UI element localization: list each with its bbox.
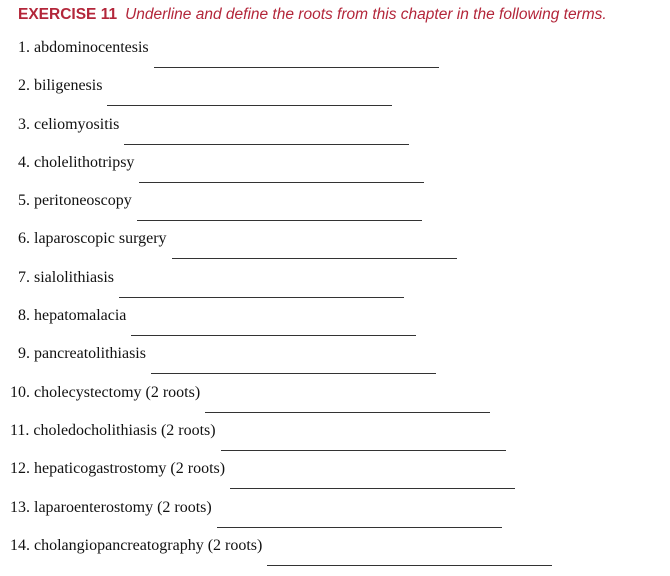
item-number: 9. [18, 345, 30, 363]
list-item [0, 498, 670, 536]
item-number: 7. [18, 268, 30, 286]
item-number: 12. [10, 460, 30, 478]
item-number: 6. [18, 230, 30, 248]
item-term: choledocholithiasis (2 roots) [33, 421, 216, 439]
item-term: cholangiopancreatography (2 roots) [34, 536, 263, 554]
list-item [0, 115, 670, 153]
item-number: 14. [10, 536, 30, 554]
term-text [18, 76, 102, 96]
term-text [10, 498, 212, 518]
list-item [0, 306, 670, 344]
item-term: laparoenterostomy (2 roots) [34, 498, 212, 516]
answer-line[interactable] [139, 182, 424, 183]
answer-line[interactable] [267, 565, 552, 566]
exercise-instruction: Underline and define the roots from this chapter in the following terms. [125, 6, 607, 23]
item-term: cholecystectomy (2 roots) [34, 383, 201, 401]
item-term: abdominocentesis [34, 39, 149, 56]
item-term: biligenesis [34, 77, 103, 95]
exercise-label: EXERCISE 11 [18, 6, 118, 23]
item-number: 4. [18, 153, 30, 171]
item-term: sialolithiasis [34, 268, 114, 286]
list-item [0, 153, 670, 191]
item-term: celiomyositis [34, 115, 120, 133]
list-item [0, 38, 670, 76]
list-item [0, 536, 670, 574]
item-number: 1. [18, 39, 30, 56]
item-term: laparoscopic surgery [34, 230, 167, 248]
answer-line[interactable] [205, 412, 490, 413]
exercise-list [0, 38, 670, 574]
answer-line[interactable] [137, 220, 422, 221]
term-text [18, 306, 126, 326]
term-text [10, 536, 262, 556]
item-number: 5. [18, 192, 30, 210]
list-item [0, 344, 670, 382]
list-item [0, 76, 670, 114]
term-text [18, 344, 146, 364]
list-item [0, 383, 670, 421]
term-text [10, 383, 200, 403]
item-term: hepatomalacia [34, 307, 127, 325]
list-item [0, 191, 670, 229]
answer-line[interactable] [119, 297, 404, 298]
list-item [0, 268, 670, 306]
item-number: 8. [18, 307, 30, 325]
list-item [0, 421, 670, 459]
term-text [18, 229, 167, 249]
answer-line[interactable] [107, 105, 392, 106]
answer-line[interactable] [230, 488, 515, 489]
answer-line[interactable] [172, 258, 457, 259]
item-number: 10. [10, 383, 30, 401]
list-item [0, 459, 670, 497]
term-text [10, 459, 225, 479]
answer-line[interactable] [217, 527, 502, 528]
item-number: 2. [18, 77, 30, 95]
term-text [18, 115, 119, 135]
item-term: pancreatolithiasis [34, 345, 146, 363]
term-text [18, 38, 149, 58]
exercise-header [18, 5, 607, 25]
answer-line[interactable] [151, 373, 436, 374]
term-text [18, 153, 134, 173]
term-text [10, 421, 216, 441]
item-number: 3. [18, 115, 30, 133]
answer-line[interactable] [154, 67, 439, 68]
answer-line[interactable] [131, 335, 416, 336]
answer-line[interactable] [221, 450, 506, 451]
item-number: 11. [10, 421, 30, 439]
answer-line[interactable] [124, 144, 409, 145]
term-text [18, 191, 132, 211]
item-number: 13. [10, 498, 30, 516]
item-term: hepaticogastrostomy (2 roots) [34, 460, 226, 478]
list-item [0, 229, 670, 267]
term-text [18, 268, 114, 288]
item-term: cholelithotripsy [34, 153, 135, 171]
item-term: peritoneoscopy [34, 192, 132, 210]
